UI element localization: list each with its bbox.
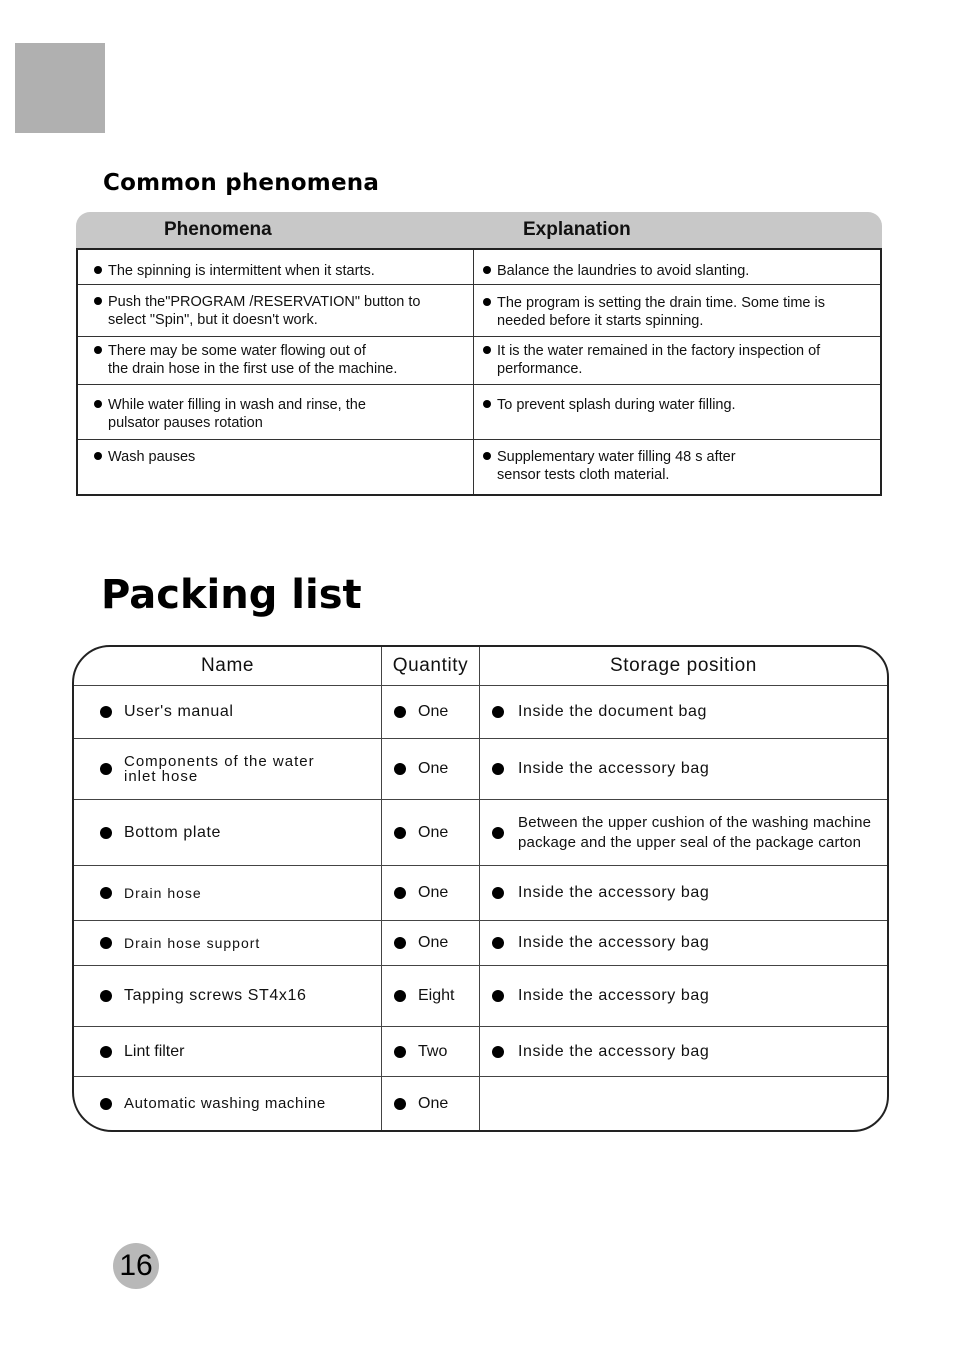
phenomenon-cell [78,285,474,336]
explanation-cell [474,385,880,439]
item-name-cell [74,800,382,866]
item-quantity: One [418,1094,449,1112]
item-name: Tapping screws ST4x16 [124,987,307,1004]
phenomenon-cell [78,250,474,284]
table-row [74,800,887,866]
item-quantity: One [418,760,449,777]
bullet-icon [100,763,112,775]
bullet-icon [394,1098,406,1110]
storage-column-header: Storage position [480,647,888,686]
bullet-icon [100,1046,112,1058]
bullet-icon [394,1046,406,1058]
item-name-cell [74,1027,382,1077]
explanation-text: To prevent splash during water filling. [497,397,736,413]
table-row [74,866,887,921]
item-storage: Inside the accessory bag [518,760,710,777]
item-quantity-cell [382,921,480,966]
explanation-text: Balance the laundries to avoid slanting. [497,263,750,279]
packing-list-table [72,645,889,1132]
bullet-icon [94,452,102,460]
bullet-icon [100,990,112,1002]
item-storage: Between the upper cushion of the washing machine package and the upper seal of the package carton [518,813,872,851]
item-storage-cell [480,800,888,866]
item-storage: Inside the accessory bag [518,884,710,901]
bullet-icon [483,400,491,408]
item-quantity: One [418,823,449,841]
item-storage-cell [480,866,888,921]
bullet-icon [94,266,102,274]
item-name: Drain hose [124,885,202,901]
explanation-cell [474,285,880,336]
table-row [74,921,887,966]
item-storage-cell [480,966,888,1027]
item-quantity-cell [382,1077,480,1131]
bullet-icon [394,827,406,839]
item-quantity: One [418,703,449,720]
item-name: User's manual [124,703,234,720]
item-storage-cell [480,1027,888,1077]
table-row [74,966,887,1027]
table-row [74,1077,887,1131]
explanation-cell [474,250,880,284]
bullet-icon [100,706,112,718]
phenomenon-text: The spinning is intermittent when it starts. [108,263,375,279]
table-header-row [74,647,887,686]
phenomena-table-header [76,212,882,248]
phenomenon-cell [78,385,474,439]
item-quantity-cell [382,800,480,866]
item-quantity-cell [382,686,480,739]
item-storage-cell [480,1077,888,1131]
table-row [74,1027,887,1077]
item-name: Bottom plate [124,823,222,841]
bullet-icon [394,887,406,899]
explanation-text: Supplementary water filling 48 s after sensor tests cloth material. [497,449,736,483]
item-quantity: One [418,934,449,951]
explanation-text: It is the water remained in the factory inspection of performance. [497,343,821,377]
table-row [78,385,880,440]
phenomenon-text: There may be some water flowing out of the drain hose in the first use of the machine. [108,343,398,377]
item-storage: Inside the document bag [518,703,708,720]
bullet-icon [394,763,406,775]
item-quantity: Eight [418,987,455,1004]
corner-tab-block [15,43,105,133]
explanation-cell [474,337,880,384]
bullet-icon [100,937,112,949]
item-storage: Inside the accessory bag [518,1042,710,1060]
item-storage-cell [480,686,888,739]
bullet-icon [483,266,491,274]
table-row [78,285,880,337]
page-number: 16 [113,1243,159,1289]
item-quantity-cell [382,866,480,921]
explanation-text: The program is setting the drain time. Some time is needed before it starts spinning. [497,295,825,329]
phenomenon-text: Push the"PROGRAM /RESERVATION" button to select "Spin", but it doesn't work. [108,294,421,328]
bullet-icon [394,990,406,1002]
bullet-icon [94,346,102,354]
item-name-cell [74,966,382,1027]
bullet-icon [94,297,102,305]
item-quantity: One [418,884,449,901]
phenomena-table-body [76,248,882,496]
bullet-icon [100,887,112,899]
explanation-column-header: Explanation [523,219,631,240]
item-quantity-cell [382,966,480,1027]
explanation-cell [474,440,880,494]
bullet-icon [492,763,504,775]
phenomenon-text: Wash pauses [108,449,196,465]
bullet-icon [483,452,491,460]
name-column-header: Name [74,647,382,686]
item-quantity-cell [382,1027,480,1077]
phenomenon-cell [78,337,474,384]
item-name-cell [74,686,382,739]
item-quantity-cell [382,739,480,800]
bullet-icon [394,706,406,718]
phenomena-table [76,212,882,496]
bullet-icon [100,827,112,839]
bullet-icon [492,937,504,949]
table-row [74,686,887,739]
item-name: Lint filter [124,1042,185,1060]
item-storage-cell [480,921,888,966]
bullet-icon [94,400,102,408]
table-row [78,440,880,494]
bullet-icon [492,706,504,718]
item-name-cell [74,866,382,921]
phenomenon-text: While water filling in wash and rinse, the pulsator pauses rotation [108,397,366,431]
table-row [78,250,880,285]
table-row [78,337,880,385]
item-storage-cell [480,739,888,800]
item-storage: Inside the accessory bag [518,934,710,951]
bullet-icon [483,298,491,306]
item-name: Components of the water inlet hose [124,753,315,785]
table-row [74,739,887,800]
bullet-icon [492,887,504,899]
bullet-icon [100,1098,112,1110]
phenomena-column-header: Phenomena [164,219,272,240]
bullet-icon [483,346,491,354]
quantity-column-header: Quantity [382,647,480,686]
item-name: Automatic washing machine [124,1094,326,1112]
packing-list-title: Packing list [101,572,362,618]
item-name-cell [74,1077,382,1131]
phenomenon-cell [78,440,474,494]
bullet-icon [492,990,504,1002]
item-name: Drain hose support [124,935,261,951]
item-name-cell [74,921,382,966]
bullet-icon [492,1046,504,1058]
item-storage: Inside the accessory bag [518,987,710,1004]
common-phenomena-title: Common phenomena [103,170,380,196]
item-quantity: Two [418,1042,448,1060]
bullet-icon [394,937,406,949]
item-name-cell [74,739,382,800]
bullet-icon [492,827,504,839]
